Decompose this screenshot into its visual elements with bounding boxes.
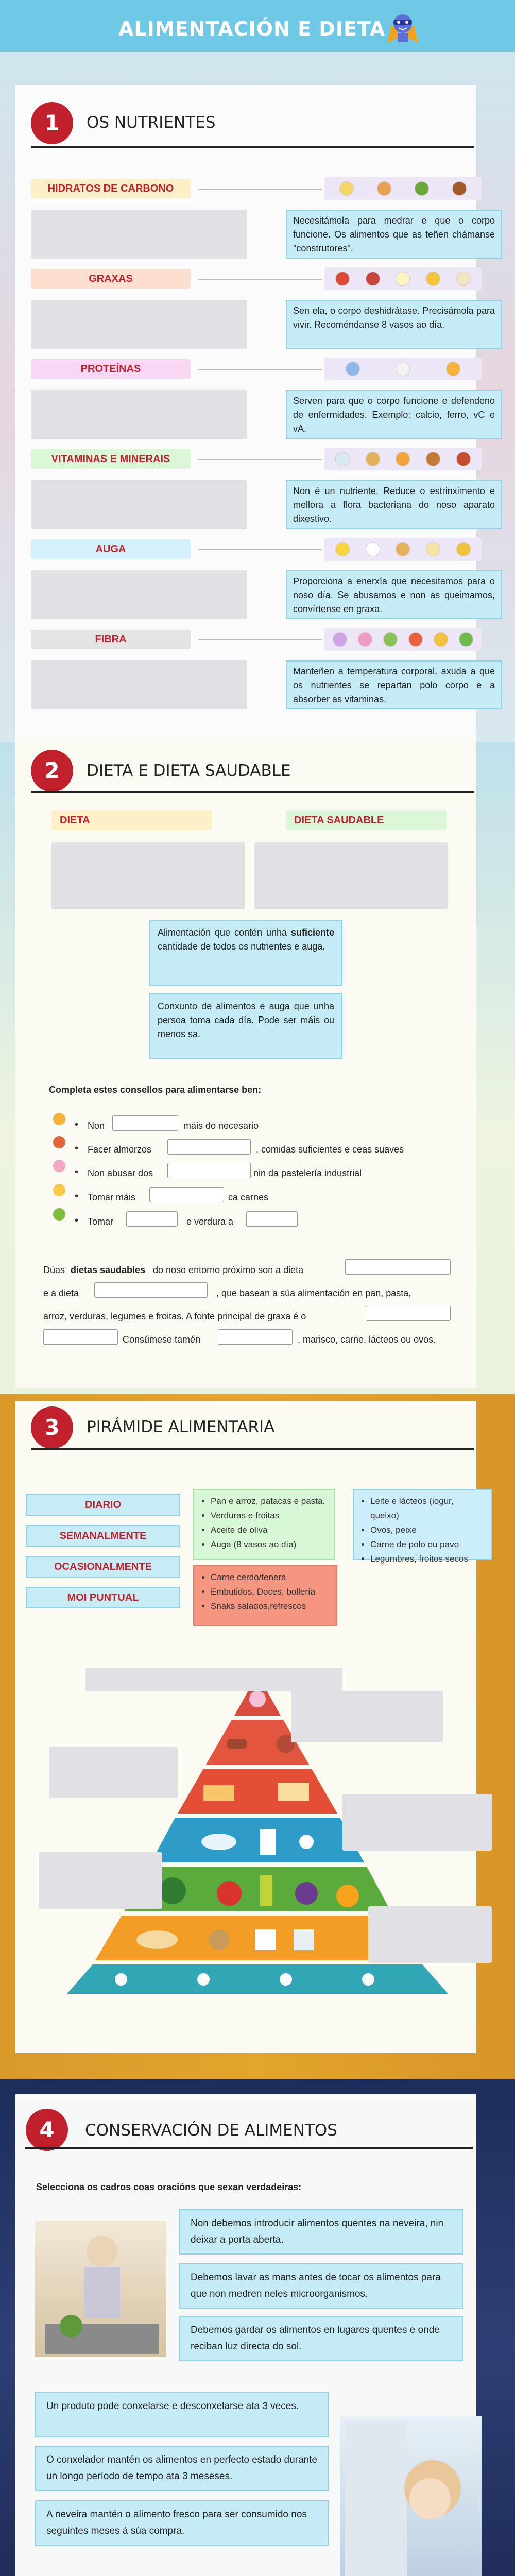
nutrient-drop-zone-4[interactable] bbox=[31, 480, 247, 529]
pasta-icon bbox=[294, 1929, 314, 1950]
blue-list-item: • Leite e lácteos (iogur, queixo) bbox=[370, 1494, 485, 1523]
food-icon bbox=[377, 181, 391, 196]
green-list-item: • Aceite de oliva bbox=[211, 1523, 328, 1537]
nutrient-label-6: FIBRA bbox=[31, 630, 191, 649]
para-line-3: arroz, verduras, legumes e froitas. A fonte principal de graxa é o bbox=[43, 1311, 306, 1321]
sausage-icon bbox=[227, 1739, 247, 1749]
nutrient-connector-2 bbox=[198, 279, 322, 280]
para-line-1-bold: dietas saudables bbox=[71, 1265, 146, 1275]
sweets-icon bbox=[249, 1691, 266, 1707]
green-list-item: • Verduras e froitas bbox=[211, 1509, 328, 1523]
freq-label-semanalmente[interactable]: SEMANALMENTE bbox=[26, 1525, 180, 1547]
food-icon bbox=[396, 542, 410, 556]
section4-underline bbox=[25, 2147, 473, 2149]
rice-icon bbox=[255, 1929, 276, 1950]
food-icon bbox=[446, 362, 460, 376]
orange-icon bbox=[336, 1885, 359, 1907]
nutrient-description-4[interactable]: Non é un nutriente. Reduce o estrinximento e mellora a flora bacteriana do noso aparato dixestivo. bbox=[286, 480, 502, 529]
food-icon bbox=[335, 542, 350, 556]
definition-card-1[interactable] bbox=[149, 920, 342, 986]
nutrient-connector-5 bbox=[198, 549, 322, 550]
water-icon bbox=[197, 1973, 210, 1986]
nutrient-label-2: GRAXAS bbox=[31, 269, 191, 289]
tomato-icon bbox=[217, 1881, 242, 1906]
dieta-drop-zone[interactable] bbox=[52, 842, 245, 909]
section2-title: DIETA E DIETA SAUDABLE bbox=[87, 761, 291, 780]
nutrient-connector-4 bbox=[198, 459, 322, 460]
nutrient-description-6[interactable]: Manteñen a temperatura corporal, axuda a que os nutrientes se repartan polo corpo e a absorber as vitaminas. bbox=[286, 660, 502, 709]
food-icon bbox=[396, 272, 410, 286]
dieta-saudable-drop-zone[interactable] bbox=[254, 842, 448, 909]
nutrient-connector-3 bbox=[198, 369, 322, 370]
food-icon-3 bbox=[53, 1160, 65, 1172]
conservation-instruction: Selecciona os cadros coas oracións que sexan verdadeiras: bbox=[36, 2182, 302, 2192]
dieta-saudable-header: DIETA SAUDABLE bbox=[286, 810, 447, 830]
nutrient-connector-6 bbox=[198, 639, 322, 640]
tip-bullet-3: • bbox=[75, 1166, 79, 1178]
food-icon bbox=[426, 272, 440, 286]
walk-icon bbox=[115, 1973, 127, 1986]
food-icon bbox=[346, 362, 360, 376]
para-input-1[interactable] bbox=[345, 1259, 451, 1275]
para-line-2-b: , que basean a súa alimentación en pan, pasta, bbox=[216, 1288, 411, 1298]
nutrient-food-icons-6 bbox=[324, 628, 482, 651]
fish-icon bbox=[201, 1834, 236, 1850]
cooking-woman-image bbox=[35, 2221, 166, 2357]
statement-5[interactable]: O conxelador mantén os alimentos en perfecto estado durante un longo período de tempo ata 3 meseses. bbox=[35, 2446, 329, 2491]
pyramid-drop-zone-1[interactable] bbox=[85, 1668, 342, 1691]
broccoli-icon bbox=[159, 1877, 186, 1904]
potato-icon bbox=[209, 1929, 229, 1950]
red-list-item: • Snaks salados,refrescos bbox=[211, 1599, 330, 1614]
food-list-blue[interactable] bbox=[353, 1489, 492, 1564]
definition-card-2[interactable]: Conxunto de alimentos e auga que unha persoa toma cada día. Pode ser máis ou menos sa. bbox=[149, 993, 342, 1059]
food-icon bbox=[408, 632, 423, 647]
para-line-4-a: Consúmese tamén bbox=[123, 1334, 201, 1345]
section3-number: 3 bbox=[31, 1406, 73, 1449]
food-icon bbox=[456, 272, 471, 286]
tip-5-input-b[interactable] bbox=[246, 1211, 298, 1227]
tip-5-mid: e verdura a bbox=[186, 1216, 234, 1227]
pyramid-drop-zone-5[interactable] bbox=[39, 1852, 162, 1909]
food-icon bbox=[396, 362, 410, 376]
food-list-green[interactable] bbox=[193, 1489, 335, 1560]
food-icon bbox=[396, 452, 410, 466]
section4-title: CONSERVACIÓN DE ALIMENTOS bbox=[85, 2121, 337, 2140]
para-input-3[interactable] bbox=[366, 1306, 451, 1321]
tips-instruction: Completa estes consellos para alimentarse ben: bbox=[49, 1084, 262, 1095]
nutrient-description-2[interactable]: Sen ela, o corpo deshidrátase. Precisámola para vivir. Recoméndanse 8 vasos ao día. bbox=[286, 300, 502, 349]
sport-icon bbox=[362, 1973, 374, 1986]
pyramid-drop-zone-4[interactable] bbox=[342, 1794, 492, 1851]
food-icon bbox=[335, 452, 350, 466]
page-title: ALIMENTACIÓN E DIETA bbox=[118, 18, 386, 40]
food-icon bbox=[456, 542, 471, 556]
para-input-4[interactable] bbox=[43, 1329, 118, 1345]
nutrient-food-icons-3 bbox=[324, 358, 482, 380]
food-list-red[interactable] bbox=[193, 1565, 337, 1626]
egg-icon bbox=[299, 1835, 314, 1849]
superhero-mascot-icon bbox=[386, 9, 419, 45]
red-list-item: • Embutidos, Doces, bollería bbox=[211, 1585, 330, 1599]
nutrient-drop-zone-3[interactable] bbox=[31, 390, 247, 439]
section1-title: OS NUTRIENTES bbox=[87, 113, 216, 132]
nutrient-drop-zone-6[interactable] bbox=[31, 660, 247, 709]
nutrient-label-1: HIDRATOS DE CARBONO bbox=[31, 179, 191, 198]
food-icon bbox=[426, 452, 440, 466]
girl-fridge-image bbox=[340, 2416, 482, 2576]
pyramid-drop-zone-2[interactable] bbox=[291, 1691, 443, 1742]
definition-1-text-a: Alimentación que contén unha bbox=[158, 927, 287, 938]
para-line-2-a: e a dieta bbox=[43, 1288, 79, 1298]
statement-3[interactable]: Debemos gardar os alimentos en lugares quentes e onde reciban luz directa do sol. bbox=[179, 2316, 464, 2361]
food-icon bbox=[452, 181, 467, 196]
pyramid-drop-zone-6[interactable] bbox=[368, 1906, 492, 1963]
tip-4-pre: Tomar máis bbox=[88, 1192, 136, 1202]
food-icon bbox=[333, 632, 347, 647]
section2-underline bbox=[31, 791, 474, 793]
nutrient-description-5[interactable]: Proporciona a enerxía que necesitamos para o noso día. Se abusamos e non as queimamos, convírtense en graxa. bbox=[286, 570, 502, 619]
section3-underline bbox=[31, 1448, 474, 1450]
section1-underline bbox=[31, 146, 474, 148]
statement-6[interactable]: A neveira mantén o alimento fresco para ser consumido nos seguintes meses á súa compra. bbox=[35, 2500, 329, 2546]
green-list-item: • Auga (8 vasos ao día) bbox=[211, 1537, 328, 1552]
nutrient-food-icons-2 bbox=[324, 267, 482, 290]
tip-3-input[interactable] bbox=[167, 1163, 251, 1178]
tip-bullet-1: • bbox=[75, 1119, 79, 1130]
nutrient-label-4: VITAMINAS E MINERAIS bbox=[31, 449, 191, 469]
para-line-1-b: do noso entorno próximo son a dieta bbox=[153, 1265, 304, 1275]
tip-1-input[interactable] bbox=[112, 1115, 178, 1131]
food-icon bbox=[434, 632, 448, 647]
section1-number: 1 bbox=[31, 102, 73, 144]
food-icon bbox=[366, 542, 380, 556]
food-icon bbox=[366, 452, 380, 466]
nutrient-label-3: PROTEÍNAS bbox=[31, 359, 191, 379]
nutrient-food-icons-1 bbox=[324, 177, 482, 200]
tip-1-pre: Non bbox=[88, 1121, 105, 1131]
freq-label-diario[interactable]: DIARIO bbox=[26, 1494, 180, 1516]
page-header bbox=[0, 0, 515, 52]
pyramid-drop-zone-3[interactable] bbox=[49, 1747, 178, 1798]
blue-list-item: • Carne de polo ou pavo bbox=[370, 1537, 485, 1552]
food-icon bbox=[415, 181, 429, 196]
nutrient-description-3[interactable]: Serven para que o corpo funcione e defendeno de enfermidades. Exemplo: calcio, ferro, vC e vA. bbox=[286, 390, 502, 439]
food-icon bbox=[339, 181, 354, 196]
para-line-1-a: Dúas bbox=[43, 1265, 65, 1275]
tip-3-post: nin da pastelería industrial bbox=[253, 1168, 362, 1178]
nutrient-drop-zone-2[interactable] bbox=[31, 300, 247, 349]
para-input-2[interactable] bbox=[94, 1282, 208, 1298]
food-icon bbox=[366, 272, 380, 286]
bike-icon bbox=[280, 1973, 292, 1986]
bread-icon bbox=[136, 1930, 178, 1949]
nutrient-connector-1 bbox=[198, 189, 322, 190]
milk-icon bbox=[260, 1829, 276, 1855]
tip-2-input[interactable] bbox=[167, 1139, 251, 1155]
food-icon bbox=[383, 632, 398, 647]
green-list-item: • Pan e arroz, patacas e pasta. bbox=[211, 1494, 328, 1509]
para-input-5[interactable] bbox=[218, 1329, 293, 1345]
red-list-item: • Carne cerdo/tenera bbox=[211, 1570, 330, 1585]
nutrient-food-icons-4 bbox=[324, 448, 482, 470]
section3-title: PIRÁMIDE ALIMENTARIA bbox=[87, 1418, 275, 1436]
tip-bullet-5: • bbox=[75, 1215, 79, 1226]
blue-list-item: • Ovos, peixe bbox=[370, 1523, 485, 1537]
food-icon bbox=[426, 542, 440, 556]
pizza-icon bbox=[203, 1785, 234, 1801]
food-icon bbox=[335, 272, 350, 286]
blue-list-item: • Legumbres, froitos secos bbox=[370, 1552, 485, 1566]
nutrient-drop-zone-5[interactable] bbox=[31, 570, 247, 619]
food-icon bbox=[459, 632, 473, 647]
nutrient-drop-zone-1[interactable] bbox=[31, 210, 247, 259]
tip-5-input-a[interactable] bbox=[126, 1211, 178, 1227]
tip-2-pre: Facer almorzos bbox=[88, 1144, 152, 1155]
freq-label-moi-puntual[interactable]: MOI PUNTUAL bbox=[26, 1587, 180, 1608]
statement-2[interactable]: Debemos lavar as mans antes de tocar os alimentos para que non medren neles microorganismos. bbox=[179, 2263, 464, 2309]
tip-4-input[interactable] bbox=[149, 1187, 224, 1202]
definition-1-bold: suficiente bbox=[290, 927, 334, 938]
nutrient-food-icons-5 bbox=[324, 538, 482, 561]
dieta-header: DIETA bbox=[52, 810, 212, 830]
tip-5-pre: Tomar bbox=[88, 1216, 114, 1227]
tip-bullet-4: • bbox=[75, 1191, 79, 1202]
olive-oil-icon bbox=[260, 1875, 272, 1906]
statement-1[interactable]: Non debemos introducir alimentos quentes na neveira, nin deixar a porta aberta. bbox=[179, 2209, 464, 2255]
para-line-4-b: , marisco, carne, lácteos ou ovos. bbox=[298, 1334, 436, 1345]
food-icon bbox=[456, 452, 471, 466]
food-icon-1 bbox=[53, 1113, 65, 1125]
tip-bullet-2: • bbox=[75, 1143, 79, 1154]
nutrient-description-1[interactable]: Necesitámola para medrar e que o corpo funcione. Os alimentos que as teñen chámanse "construtores". bbox=[286, 210, 502, 259]
food-icon-2 bbox=[53, 1136, 65, 1148]
nutrient-label-5: AUGA bbox=[31, 539, 191, 559]
tip-3-pre: Non abusar dos bbox=[88, 1168, 153, 1178]
definition-1-text-b: cantidade de todos os nutrientes e auga. bbox=[158, 941, 325, 952]
freq-label-ocasionalmente[interactable]: OCASIONALMENTE bbox=[26, 1556, 180, 1578]
food-icon bbox=[358, 632, 372, 647]
food-icon-5 bbox=[53, 1208, 65, 1221]
tip-4-post: ca carnes bbox=[228, 1192, 269, 1202]
tips-icons bbox=[49, 1108, 70, 1242]
tip-2-post: , comidas suficientes e ceas suaves bbox=[256, 1144, 404, 1155]
tip-1-post: máis do necesario bbox=[183, 1121, 259, 1131]
food-icon-4 bbox=[53, 1184, 65, 1196]
section2-number: 2 bbox=[31, 750, 73, 792]
statement-4[interactable]: Un produto pode conxelarse e desconxelarse ata 3 veces. bbox=[35, 2392, 329, 2437]
section4-number: 4 bbox=[26, 2109, 68, 2151]
grapes-icon bbox=[295, 1882, 318, 1905]
cake-icon bbox=[278, 1783, 309, 1801]
